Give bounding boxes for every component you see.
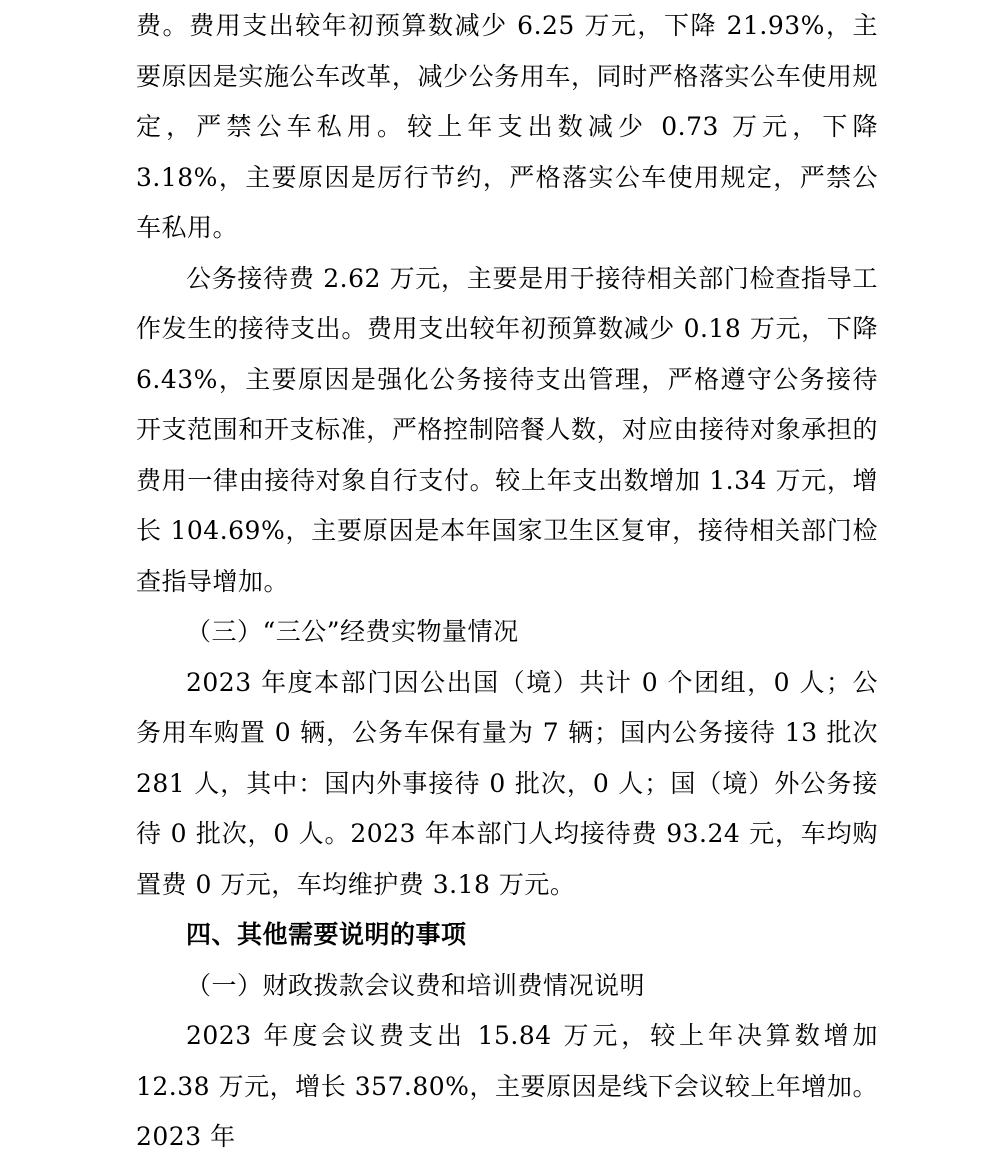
body-paragraph-physical-quantity: 2023 年度本部门因公出国（境）共计 0 个团组，0 人；公务用车购置 0 辆，公务车保有量为 7 辆；国内公务接待 13 批次 281 人，其中：国内外事接待 0 批次，0 人；国（境）外公务接待 0 批次，0 人。2023 年本部门人均接待费 93.24 元，车均购置费 0 万元，车均维护费 3.18 万元。 [136, 667, 878, 899]
document-page [136, 0, 878, 1163]
body-paragraph-reception-expense: 公务接待费 2.62 万元，主要是用于接待相关部门检查指导工作发生的接待支出。费用支出较年初预算数减少 0.18 万元，下降 6.43%，主要原因是强化公务接待支出管理，严格遵守公务接待开支范围和开支标准，严格控制陪餐人数，对应由接待对象承担的费用一律由接待对象自行支付。较上年支出数增加 1.34 万元，增长 104.69%，主要原因是本年国家卫生区复审，接待相关部门检查指导增加。 [136, 263, 878, 596]
section-heading-other-matters: 四、其他需要说明的事项 [186, 920, 467, 949]
section-subheading-meeting-training: （一）财政拨款会议费和培训费情况说明 [186, 970, 646, 1000]
body-paragraph-vehicle-expense: 费。费用支出较年初预算数减少 6.25 万元，下降 21.93%，主要原因是实施公车改革，减少公务用车，同时严格落实公车使用规定，严禁公车私用。较上年支出数减少 0.73 万元，下降 3.18%，主要原因是厉行节约，严格落实公车使用规定，严禁公车私用。 [136, 11, 878, 242]
section-subheading-physical-quantity: （三）“三公”经费实物量情况 [186, 617, 519, 646]
body-paragraph-meeting-expense: 2023 年度会议费支出 15.84 万元，较上年决算数增加 12.38 万元，增长 357.80%，主要原因是线下会议较上年增加。2023 年 [136, 1021, 878, 1151]
